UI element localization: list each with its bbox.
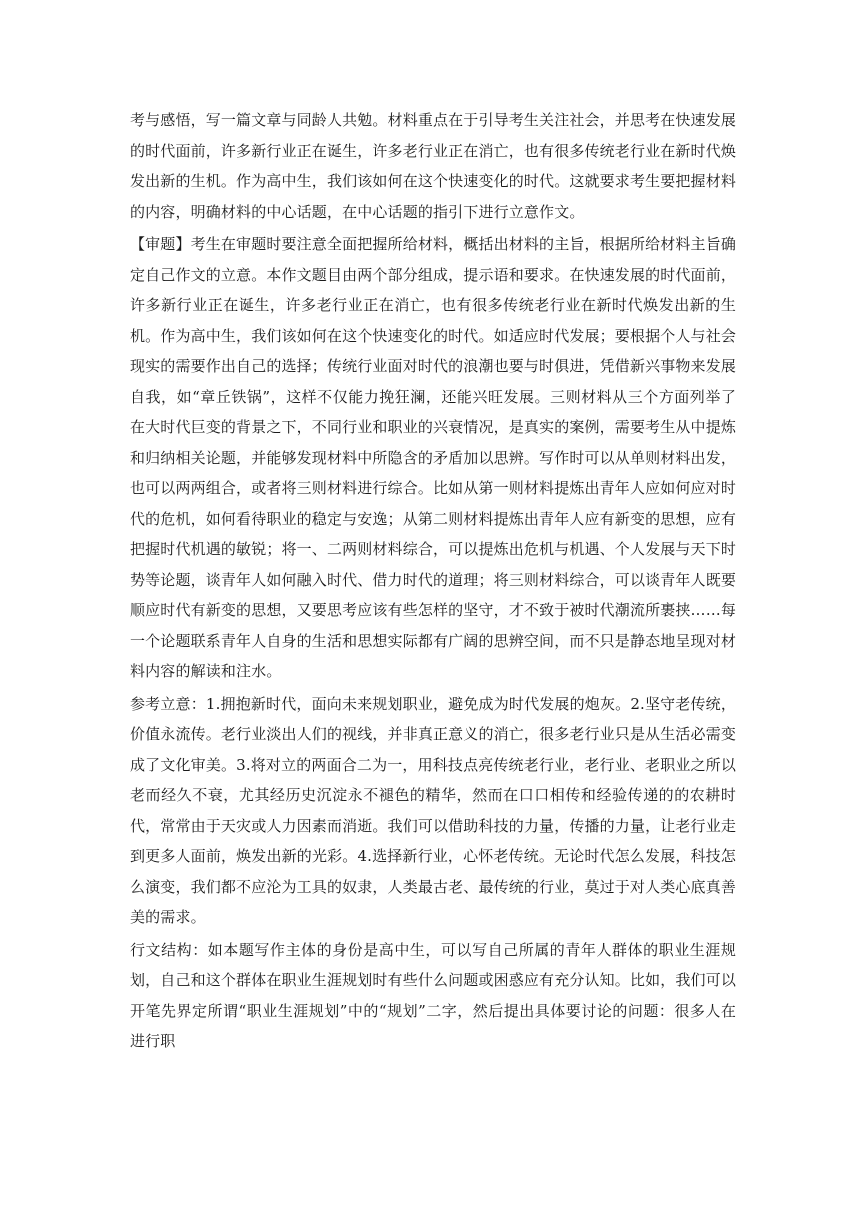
paragraph-intro: 考与感悟，写一篇文章与同龄人共勉。材料重点在于引导考生关注社会，并思考在快速发展的时代面前，许多新行业正在诞生，许多老行业正在消亡，也有很多传统老行业在新时代焕发出新的生机。作为高中生，我们该如何在这个快速变化的时代。这就要求考生要把握材料的内容，明确材料的中心话题，在中心话题的指引下进行立意作文。 <box>130 111 737 221</box>
paragraph-shenti: 【审题】考生在审题时要注意全面把握所给材料，概括出材料的主旨，根据所给材料主旨确定自己作文的立意。本作文题目由两个部分组成，提示语和要求。在快速发展的时代面前，许多新行业正在诞生，许多老行业正在消亡，也有很多传统老行业在新时代焕发出新的生机。作为高中生，我们该如何在这个快速变化的时代。如适应时代发展；要根据个人与社会现实的需要作出自己的选择；传统行业面对时代的浪潮也要与时俱进，凭借新兴事物来发展自我，如“章丘铁锅”，这样不仅能力挽狂澜，还能兴旺发展。三则材料从三个方面列举了在大时代巨变的背景之下，不同行业和职业的兴衰情况，是真实的案例，需要考生从中提炼和归纳相关论题，并能够发现材料中所隐含的矛盾加以思辨。写作时可以从单则材料出发，也可以两两组合，或者将三则材料进行综合。比如从第一则材料提炼出青年人应如何应对时代的危机，如何看待职业的稳定与安逸；从第二则材料提炼出青年人应有新变的思想，应有把握时代机遇的敏锐；将一、二两则材料综合，可以提炼出危机与机遇、个人发展与天下时势等论题，谈青年人如何融入时代、借力时代的道理；将三则材料综合，可以谈青年人既要顺应时代有新变的思想，又要思考应该有些怎样的坚守，才不致于被时代潮流所裹挟……每一个论题联系青年人自身的生活和思想实际都有广阔的思辨空间，而不只是静态地呈现对材料内容的解读和注水。 <box>130 235 737 680</box>
document-body <box>130 105 736 1059</box>
paragraph-structure: 行文结构：如本题写作主体的身份是高中生，可以写自己所属的青年人群体的职业生涯规划，自己和这个群体在职业生涯规划时有些什么问题或困惑应有充分认知。比如，我们可以开笔先界定所谓“职业生涯规划”中的“规划”二字，然后提出具体要讨论的问题：很多人在进行职 <box>130 940 737 1050</box>
paragraph-reference-ideas: 参考立意：1.拥抱新时代，面向未来规划职业，避免成为时代发展的炮灰。2.坚守老传统，价值永流传。老行业淡出人们的视线，并非真正意义的消亡，很多老行业只是从生活必需变成了文化审美。3.将对立的两面合二为一，用科技点亮传统老行业，老行业、老职业之所以老而经久不衰，尤其经历史沉淀永不褪色的精华，然而在口口相传和经验传递的的农耕时代，常常由于天灾或人力因素而消逝。我们可以借助科技的力量，传播的力量，让老行业走到更多人面前，焕发出新的光彩。4.选择新行业，心怀老传统。无论时代怎么发展，科技怎么演变，我们都不应沦为工具的奴隶，人类最古老、最传统的行业，莫过于对人类心底真善美的需求。 <box>130 694 737 926</box>
